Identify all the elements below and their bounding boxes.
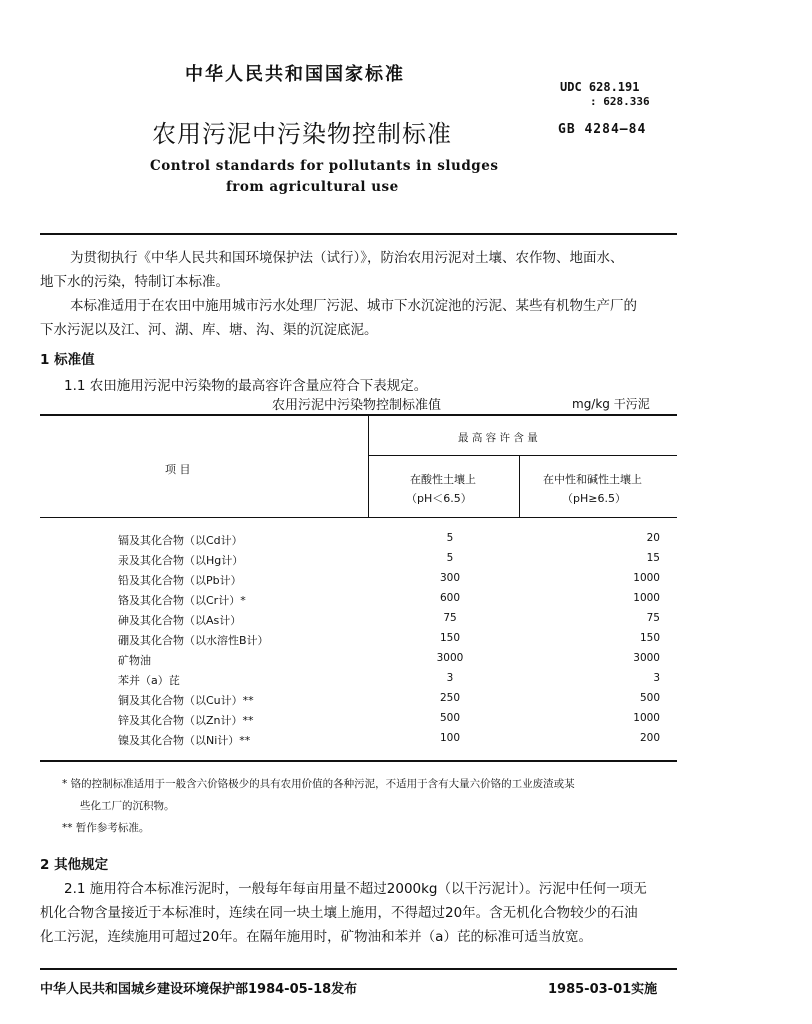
row-pollutant-name: 铜及其化合物（以Cu计）** xyxy=(118,694,254,707)
section1-heading: 1 标准值 xyxy=(40,352,95,368)
row-neutral-value: 200 xyxy=(639,732,660,744)
row-pollutant-name: 硼及其化合物（以水溶性B计） xyxy=(118,634,269,647)
national-standard-label: 中华人民共和国国家标准 xyxy=(185,64,405,85)
footnote-chromium-line2: 些化工厂的沉积物。 xyxy=(80,800,175,812)
row-neutral-value: 1000 xyxy=(633,712,660,724)
row-neutral-value: 500 xyxy=(639,692,660,704)
column-header-acid-ph: （pH＜6.5） xyxy=(406,492,472,505)
row-pollutant-name: 铅及其化合物（以Pb计） xyxy=(118,574,242,587)
row-acid-value: 500 xyxy=(439,712,461,724)
udc-code-line1: UDC 628.191 xyxy=(560,80,640,94)
section2-heading: 2 其他规定 xyxy=(40,857,109,873)
clause-2-1-line1: 2.1 施用符合本标准污泥时，一般每年每亩用量不超过2000kg（以干污泥计）。污泥中任何一项无 xyxy=(64,881,647,897)
row-neutral-value: 15 xyxy=(646,552,660,564)
column-header-acid-soil: 在酸性土壤上 xyxy=(410,473,476,486)
udc-code-line2: : 628.336 xyxy=(590,95,650,108)
row-pollutant-name: 砷及其化合物（以As计） xyxy=(118,614,242,627)
english-title-line1: Control standards for pollutants in sludges xyxy=(150,158,499,174)
row-neutral-value: 75 xyxy=(646,612,660,624)
row-neutral-value: 1000 xyxy=(633,572,660,584)
table-sub-vertical-rule xyxy=(519,456,520,518)
row-acid-value: 150 xyxy=(439,632,461,644)
row-neutral-value: 3 xyxy=(653,672,660,684)
effective-date: 1985-03-01实施 xyxy=(548,982,658,997)
table-header-bottom-rule xyxy=(40,517,677,518)
row-neutral-value: 20 xyxy=(646,532,660,544)
intro-p2-line2: 下水污泥以及江、河、湖、库、塘、沟、渠的沉淀底泥。 xyxy=(40,322,378,338)
footnote-chromium-line1: * 铬的控制标准适用于一般含六价铬极少的具有农用价值的各种污泥，不适用于含有大量六价铬的工业废渣或某 xyxy=(62,778,575,790)
row-neutral-value: 1000 xyxy=(633,592,660,604)
row-pollutant-name: 汞及其化合物（以Hg计） xyxy=(118,554,244,567)
clause-2-1-line3: 化工污泥，连续施用可超过20年。在隔年施用时，矿物油和苯并（a）芘的标准可适当放宽。 xyxy=(40,929,592,945)
table-vertical-rule xyxy=(368,415,369,518)
row-pollutant-name: 苯并（a）芘 xyxy=(118,674,180,687)
row-acid-value: 5 xyxy=(446,532,454,544)
footnote-reference: ** 暂作参考标准。 xyxy=(62,822,150,834)
table-unit: mg/kg 干污泥 xyxy=(572,397,650,411)
row-neutral-value: 3000 xyxy=(633,652,660,664)
footer-divider xyxy=(40,968,677,970)
gb-code: GB 4284—84 xyxy=(558,122,647,137)
clause-2-1-line2: 机化合物含量接近于本标准时，连续在同一块土壤上施用，不得超过20年。含无机化合物较少的石油 xyxy=(40,905,638,921)
table-title: 农用污泥中污染物控制标准值 xyxy=(272,398,442,413)
row-neutral-value: 150 xyxy=(639,632,660,644)
intro-p1-line1: 为贯彻执行《中华人民共和国环境保护法（试行）》，防治农用污泥对土壤、农作物、地面水、 xyxy=(70,250,624,266)
table-bottom-rule xyxy=(40,760,677,762)
row-pollutant-name: 锌及其化合物（以Zn计）** xyxy=(118,714,254,727)
table-mid-rule xyxy=(368,455,677,456)
row-acid-value: 250 xyxy=(439,692,461,704)
column-header-max-allowable: 最 高 容 许 含 量 xyxy=(458,432,538,444)
clause-1-1: 1.1 农田施用污泥中污染物的最高容许含量应符合下表规定。 xyxy=(64,378,428,394)
column-header-neutral-ph: （pH≥6.5） xyxy=(562,492,626,505)
intro-p2-line1: 本标准适用于在农田中施用城市污水处理厂污泥、城市下水沉淀池的污泥、某些有机物生产厂的 xyxy=(70,298,637,314)
row-pollutant-name: 镍及其化合物（以Ni计）** xyxy=(118,734,251,747)
row-pollutant-name: 矿物油 xyxy=(118,654,151,667)
issued-by: 中华人民共和国城乡建设环境保护部1984-05-18发布 xyxy=(40,982,358,997)
row-acid-value: 75 xyxy=(443,612,457,624)
row-acid-value: 5 xyxy=(446,552,454,564)
table-top-rule xyxy=(40,414,677,416)
row-acid-value: 3000 xyxy=(436,652,464,664)
row-acid-value: 600 xyxy=(439,592,461,604)
row-pollutant-name: 镉及其化合物（以Cd计） xyxy=(118,534,243,547)
row-pollutant-name: 铬及其化合物（以Cr计）* xyxy=(118,594,246,607)
document-title: 农用污泥中污染物控制标准 xyxy=(152,120,452,148)
row-acid-value: 100 xyxy=(439,732,461,744)
intro-p1-line2: 地下水的污染，特制订本标准。 xyxy=(40,274,229,290)
column-header-item: 项 目 xyxy=(165,463,191,476)
row-acid-value: 3 xyxy=(446,672,454,684)
english-title-line2: from agricultural use xyxy=(226,179,399,195)
header-divider xyxy=(40,233,677,235)
row-acid-value: 300 xyxy=(439,572,461,584)
column-header-neutral-soil: 在中性和碱性土壤上 xyxy=(543,473,642,486)
